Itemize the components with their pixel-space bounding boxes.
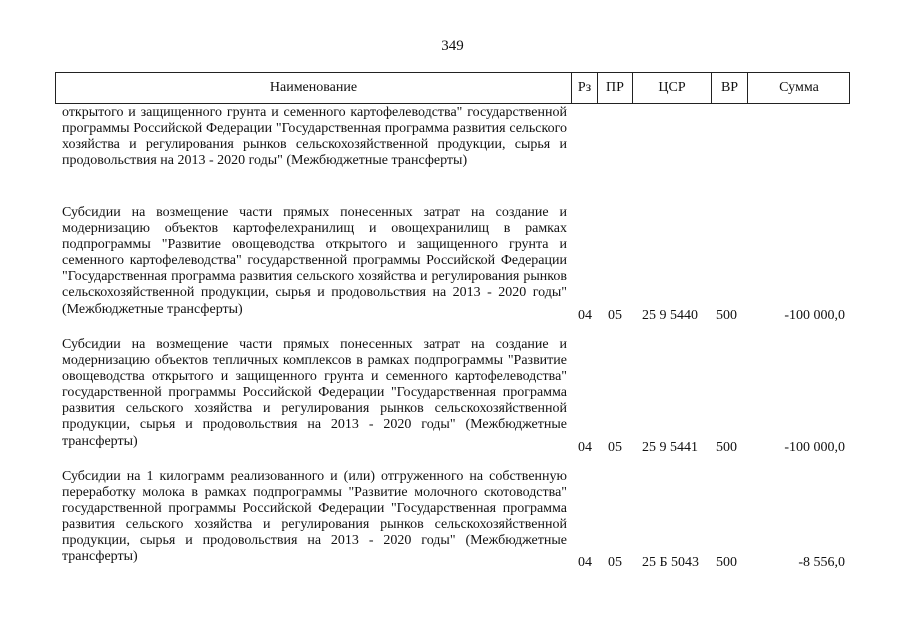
header-pr: ПР — [597, 73, 632, 103]
cell-csr: 25 9 5440 — [642, 308, 698, 323]
cell-csr: 25 9 5441 — [642, 440, 698, 455]
cell-sum: -100 000,0 — [784, 440, 845, 455]
cell-rz: 04 — [578, 308, 592, 323]
cell-vr: 500 — [716, 555, 737, 570]
table-row-text: Субсидии на 1 килограмм реализованного и (или) отгруженного на собственную переработку молока в рамках подпрограммы "Развитие молочного скотоводства" государственной программы Российской Федерации "Государственная программа развития сельского хозяйства и регулирования рынков сельскохозяйственной продукции, сырья и продовольствия на 2013 - 2020 годы" (Межбюджетные трансферты) — [62, 469, 567, 565]
cell-pr: 05 — [608, 308, 622, 323]
table-row-text: Субсидии на возмещение части прямых понесенных затрат на создание и модернизацию объектов картофелехранилищ и овощехранилищ в рамках подпрограммы "Развитие овощеводства открытого и защищенного грунта и семенного картофелеводства" государственной программы Российской Федерации "Государственная программа развития сельского хозяйства и регулирования рынков сельскохозяйственной продукции, сырья и продовольствия на 2013 - 2020 годы" (Межбюджетные трансферты) — [62, 205, 567, 317]
header-sum: Сумма — [747, 73, 850, 103]
cell-sum: -8 556,0 — [798, 555, 845, 570]
cell-csr: 25 Б 5043 — [642, 555, 700, 570]
table-row-text: Субсидии на возмещение части прямых понесенных затрат на создание и модернизацию объектов тепличных комплексов в рамках подпрограммы "Развитие овощеводства открытого и защищенного грунта и семенного картофелеводства" государственной программы Российской Федерации "Государственная программа развития сельского хозяйства и регулирования рынков сельскохозяйственной продукции, сырья и продовольствия на 2013 - 2020 годы" (Межбюджетные трансферты) — [62, 337, 567, 449]
cell-rz: 04 — [578, 555, 592, 570]
cell-vr: 500 — [716, 308, 737, 323]
table-row-text: открытого и защищенного грунта и семенного картофелеводства" государственной программы Российской Федерации "Государственная программа развития сельского хозяйства и регулирования рынков сельскохозяйственной продукции, сырья и продовольствия на 2013 - 2020 годы" (Межбюджетные трансферты) — [62, 105, 567, 169]
cell-sum: -100 000,0 — [784, 308, 845, 323]
header-csr: ЦСР — [632, 73, 711, 103]
table-header — [55, 72, 850, 104]
cell-pr: 05 — [608, 440, 622, 455]
header-rz: Рз — [571, 73, 597, 103]
header-name: Наименование — [269, 80, 358, 95]
cell-rz: 04 — [578, 440, 592, 455]
cell-vr: 500 — [716, 440, 737, 455]
cell-pr: 05 — [608, 555, 622, 570]
page-number: 349 — [441, 38, 464, 54]
header-vr: ВР — [711, 73, 747, 103]
